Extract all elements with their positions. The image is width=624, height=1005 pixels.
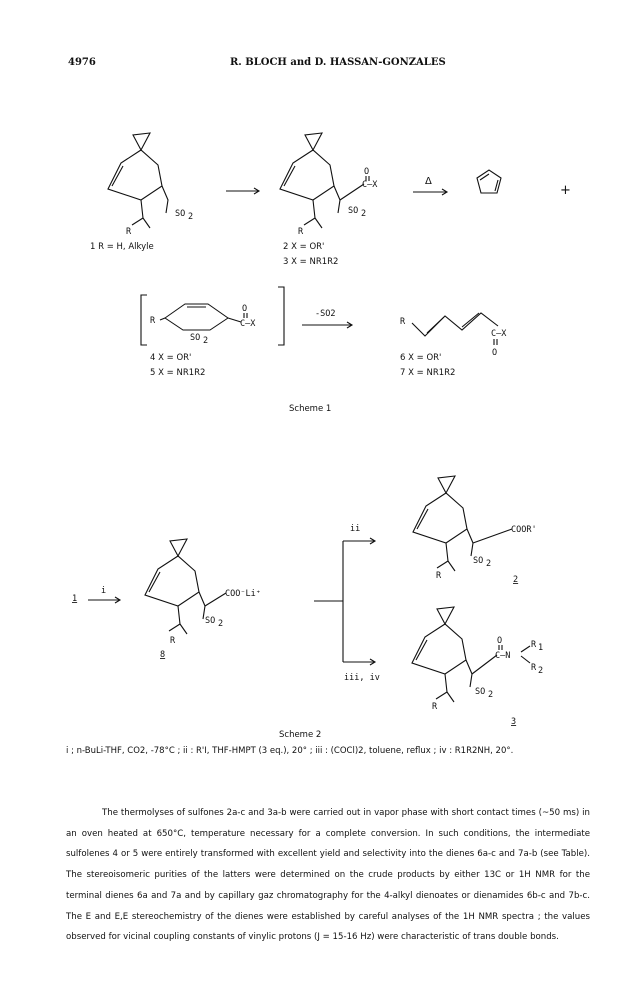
svg-text:8: 8 [160, 650, 166, 660]
svg-text:O: O [497, 636, 503, 646]
scheme-1-caption: Scheme 1 [289, 404, 332, 414]
svg-text:R: R [150, 316, 156, 326]
svg-text:R: R [400, 317, 406, 327]
svg-text:R: R [531, 663, 537, 673]
svg-text:C—N: C—N [495, 651, 511, 661]
svg-text:O: O [492, 348, 498, 358]
svg-text:iii, iv: iii, iv [344, 673, 380, 683]
paragraph-text: The thermolyses of sulfones 2a-c and 3a-b were carried out in vapor phase with short contact times (~50 ms) in an oven heated at 650°C, temperature necessary for a complete conversion. In such conditions, the intermediate sulfolenes 4 or 5 were entirely transformed with excellent yield and selectivity into the dienes 6a-c and 7a-b (see Table). The stereoisomeric purities of the latters were determined on the crude products by either 13C or 1H NMR for the terminal dienes 6a and 7a and by capillary gaz chromatography for the 4-alkyl dienoates or dienamides 6b-c and 7b-c. The E and E,E stereochemistry of the dienes were established by careful analyses of the 1H NMR spectra ; the values observed for vicinal coupling constants of vinylic protons (J = 15-16 Hz) were characteristic of trans double bonds. [66, 808, 590, 943]
label-compound-5: 5 X = NR1R2 [150, 368, 206, 378]
svg-text:O: O [242, 304, 248, 314]
reaction-conditions: i ; n-BuLi-THF, CO2, -78°C ; ii : R'I, THF-HMPT (3 eq.), 20° ; iii : (COCl)2, toluene, reflux ; iv : R1R2NH, 20°. [66, 746, 514, 756]
label-compound-2: 2 X = OR' [283, 242, 325, 252]
svg-text:R: R [126, 227, 132, 237]
svg-text:O: O [364, 167, 370, 177]
svg-text:2: 2 [488, 690, 494, 700]
svg-text:SO: SO [475, 687, 486, 697]
svg-text:2: 2 [203, 336, 209, 346]
svg-text:2: 2 [486, 559, 492, 569]
svg-text:R: R [170, 636, 176, 646]
svg-text:ii: ii [350, 524, 361, 534]
scheme-2-caption: Scheme 2 [279, 730, 322, 740]
svg-text:Δ: Δ [425, 176, 432, 187]
svg-text:2: 2 [513, 575, 519, 585]
svg-text:SO: SO [473, 556, 484, 566]
svg-text:1: 1 [538, 643, 544, 653]
running-header-authors: R. BLOCH and D. HASSAN-GONZALES [230, 57, 446, 68]
svg-text:R: R [432, 702, 438, 712]
structure-sulfolene-4-5 [160, 304, 241, 330]
svg-text:SO: SO [175, 209, 186, 219]
svg-text:-SO2: -SO2 [315, 309, 336, 319]
svg-text:C—X: C—X [491, 329, 507, 339]
svg-text:2: 2 [361, 209, 367, 219]
svg-text:R: R [531, 640, 537, 650]
svg-text:SO: SO [190, 333, 201, 343]
label-compound-4: 4 X = OR' [150, 353, 192, 363]
svg-text:1: 1 [72, 594, 78, 604]
svg-text:+: + [560, 183, 571, 198]
svg-text:i: i [101, 586, 107, 596]
structure-cyclopentadiene [477, 170, 501, 193]
structure-compound-2-s2 [413, 476, 512, 571]
label-compound-1: 1 R = H, Alkyle [90, 242, 154, 252]
svg-text:2: 2 [538, 666, 544, 676]
label-compound-7: 7 X = NR1R2 [400, 368, 456, 378]
svg-text:COOR': COOR' [511, 525, 537, 535]
svg-text:COO⁻Li⁺: COO⁻Li⁺ [225, 589, 261, 599]
body-paragraph [66, 803, 590, 948]
svg-text:R: R [298, 227, 304, 237]
label-compound-3: 3 X = NR1R2 [283, 257, 339, 267]
svg-text:2: 2 [218, 619, 224, 629]
page-number: 4976 [68, 57, 96, 68]
structure-diene-6-7 [412, 313, 498, 336]
svg-text:SO: SO [205, 616, 216, 626]
svg-text:2: 2 [188, 212, 194, 222]
svg-text:C—X: C—X [240, 319, 256, 329]
svg-text:3: 3 [511, 717, 517, 727]
structure-compound-1 [108, 133, 168, 228]
svg-text:R: R [436, 571, 442, 581]
svg-text:C—X: C—X [362, 180, 378, 190]
label-compound-6: 6 X = OR' [400, 353, 442, 363]
svg-text:SO: SO [348, 206, 359, 216]
